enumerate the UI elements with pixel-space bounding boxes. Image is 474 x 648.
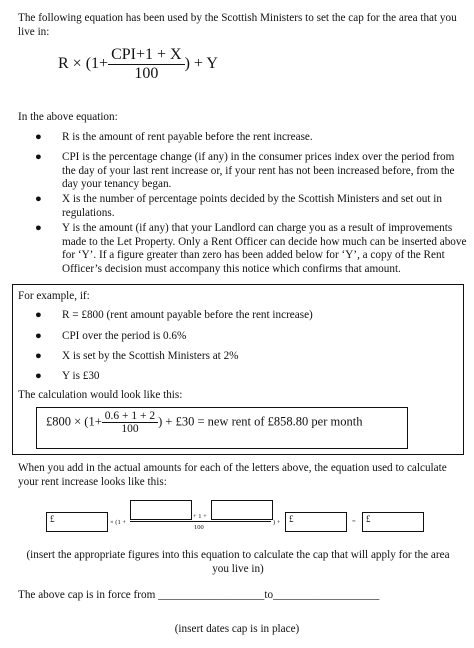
- formula-numerator: CPI+1 + X: [108, 46, 185, 65]
- insert-figures-note: (insert the appropriate figures into this equation to calculate the cap that will apply for the area you live in): [26, 549, 450, 575]
- cap-date-line[interactable]: The above cap is in force from ___________________to___________________: [18, 589, 380, 601]
- rent-cap-formula: [58, 46, 218, 83]
- pound-sign: £: [289, 514, 294, 524]
- fill-equals: =: [352, 518, 356, 525]
- calc-lhs: £800 × (1+: [46, 414, 102, 429]
- fill-denominator: 100: [194, 524, 204, 531]
- bullet-text: Y is the amount (if any) that your Landlord can charge you as a result of improvements made to the Let Property. Only a Rent Officer can decide how much can be inserted above for ‘Y’. If a figure greater than zero has been added below for ‘Y’, a copy of the Rent Officer’s decision must accompany this notice which confirms that amount.: [62, 222, 467, 275]
- calc-label: The calculation would look like this:: [18, 389, 183, 401]
- above-equation-label: In the above equation:: [18, 111, 118, 123]
- example-item-text: CPI over the period is 0.6%: [62, 330, 187, 342]
- bullet-dot: ●: [35, 131, 42, 143]
- fill-fraction-line: [130, 521, 271, 522]
- bullet-dot: ●: [35, 350, 42, 362]
- intro-paragraph: The following equation has been used by the Scottish Ministers to set the cap for the area that you live in:: [18, 12, 457, 38]
- cpi-field[interactable]: [130, 500, 192, 520]
- pound-sign: £: [50, 514, 55, 524]
- bullet-dot: ●: [35, 330, 42, 342]
- formula-open: (1+: [85, 55, 109, 73]
- bullet-dot: ●: [35, 151, 42, 163]
- formula-denominator: 100: [134, 65, 159, 82]
- fill-close-plus: ) +: [273, 519, 281, 526]
- rent-r-field[interactable]: [46, 512, 108, 532]
- calc-fraction: [102, 410, 158, 435]
- bullet-text: X is the number of percentage points decided by the Scottish Ministers and set out in regulations.: [62, 193, 442, 219]
- example-heading: For example, if:: [18, 290, 90, 302]
- formula-r: R: [58, 55, 69, 73]
- formula-plus-y: + Y: [193, 55, 218, 73]
- pound-sign: £: [366, 514, 371, 524]
- calc-formula: [46, 410, 362, 435]
- fill-times-open: × (1 +: [110, 519, 126, 526]
- example-item-text: X is set by the Scottish Ministers at 2%: [62, 350, 239, 362]
- bullet-dot: ●: [35, 193, 42, 205]
- y-field[interactable]: [285, 512, 347, 532]
- bullet-dot: ●: [35, 222, 42, 234]
- insert-dates-note: (insert dates cap is in place): [174, 623, 300, 635]
- bullet-dot: ●: [35, 370, 42, 382]
- formula-close: ): [184, 55, 190, 73]
- bullet-text: R is the amount of rent payable before the rent increase.: [62, 131, 313, 143]
- result-field[interactable]: [362, 512, 424, 532]
- formula-times: ×: [72, 55, 82, 73]
- x-field[interactable]: [211, 500, 273, 520]
- bullet-dot: ●: [35, 309, 42, 321]
- formula-fraction: [108, 46, 185, 83]
- calc-numerator: 0.6 + 1 + 2: [102, 410, 158, 423]
- calc-denominator: 100: [121, 423, 139, 435]
- calc-rhs: ) + £30 = new rent of £858.80 per month: [158, 414, 363, 429]
- fill-plus-one: + 1 +: [193, 513, 207, 520]
- example-item-text: R = £800 (rent amount payable before the rent increase): [62, 309, 313, 321]
- example-item-text: Y is £30: [62, 370, 100, 382]
- actual-amounts-paragraph: When you add in the actual amounts for each of the letters above, the equation used to calculate your rent increase looks like this:: [18, 462, 447, 488]
- bullet-text: CPI is the percentage change (if any) in the consumer prices index over the period from the day of your last rent increase or, if your rent has not been increased before, from the day your tenancy began.: [62, 151, 455, 190]
